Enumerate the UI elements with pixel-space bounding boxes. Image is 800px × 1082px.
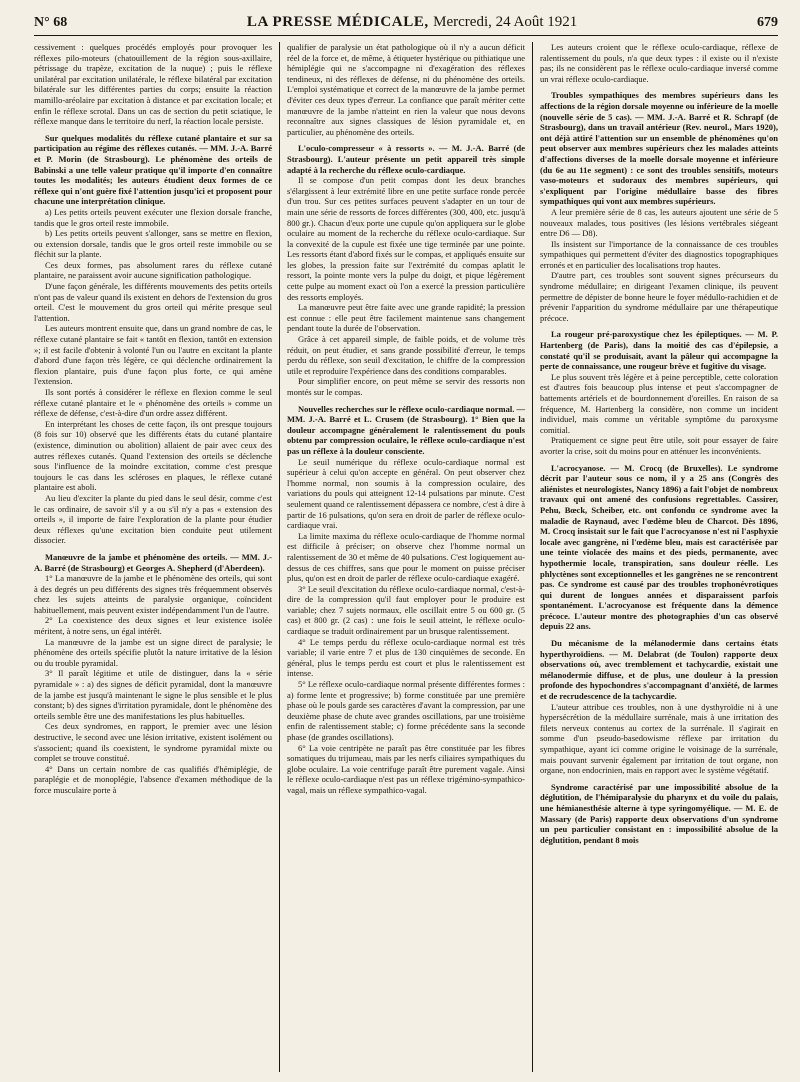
body-paragraph: 5° Le réflexe oculo-cardiaque normal présente différentes formes : a) forme lente et progressive; b) forme constituée par une première phase où le pouls garde ses caractères d'avant la compression, par une deuxième phase de chute avec grandes oscillations, par une troisième enfin de ralentissement stable; c) forme précédente sans la seconde phase (de grandes oscillations). [287,679,525,742]
body-paragraph: La limite maxima du réflexe oculo-cardiaque de l'homme normal est difficile à préciser; on observe chez l'homme normal un ralentissement de 30 et même de 40 pulsations. C'est logiquement au-dessus de ces chiffres, sans que pour le moment on puisse préciser plus, qu'on est en droit de parler de réflexe oculo-cardiaque exagéré. [287,530,525,584]
section-heading-paragraph: Du mécanisme de la mélanodermie dans certains états hyperthyroïdiens. — M. Delabrat (de Toulon) rapporte deux observations où, avec tremblement et tachycardie, existait une mélanodermie diffuse, et de plus, une douleur à la pression profonde des hypochondres s'accompagnant d'anxiété, de larmes et de recrudescence de la tachycardie. [540,638,778,702]
page-number: 679 [756,15,778,30]
section-heading-paragraph: Syndrome caractérisé par une impossibilité absolue de la déglutition, de l'hémiparalysie du pharynx et du voile du palais, une hémianesthésie alterne à type syringomyélique. — M. E. de Massary (de Paris) rapporte deux observations d'un syndrome un peu particulier consistant en : impossibilité absolue de la déglutition, pendant 8 mois [540,781,778,845]
body-paragraph: 4° Le temps perdu du réflexe oculo-cardiaque normal est très variable; il varie entre 7 et plus de 130 cinquièmes de seconde. En général, plus le temps perdu est court et plus le ralentissement est intense. [287,636,525,679]
body-paragraph: 4° Dans un certain nombre de cas qualifiés d'hémiplégie, de paraplégie et de monoplégie, l'absence d'examen méthodique de la force musculaire porte à [34,763,272,795]
body-paragraph: 2° La coexistence des deux signes et leur existence isolée méritent, à notre sens, un égal intérêt. [34,615,272,637]
body-paragraph: En interprétant les choses de cette façon, ils ont presque toujours (8 fois sur 10) observé que les différents états du cutané plantaire (existence, diminution ou abolition) allaient de pair avec ceux des autres réflexes cutanés. Quand l'extension des orteils se déclenche sous l'influence de la moindre excitation, comme c'est presque toujours le cas dans les scléroses en plaques, le réflexe cutané plantaire est aboli. [34,418,272,493]
body-paragraph: Le seuil numérique du réflexe oculo-cardiaque normal est supérieur à celui qu'on accepte en général. On peut observer chez l'homme normal, non soumis à la compression oculaire, des variations du pouls qui atteignent 12-14 pulsations par minute. C'est seulement quand ce ralentissement dépassera ce nombre, c'est à dire à partir de 16 pulsations, qu'on sera en droit de parler de réflexe oculo-cardiaque vrai. [287,456,525,531]
body-paragraph: L'auteur attribue ces troubles, non à une dysthyroïdie ni à une hypersécrétion de la médullaire surrénale, mais à une irritation des filets nerveux contenus au cortex de la surrénale. Il s'agirait en somme d'un pseudo-basedowisme réflexe par irritation du sympathique, ayant ici comme origine le voisinage de la surrénale, mais pouvant survenir également par irritation de tout organe, non organe, non endocrinien, mais en rapport avec le système végétatif. [540,701,778,776]
body-paragraph: D'une façon générale, les différents mouvements des petits orteils n'ont pas de valeur quand ils existent en dehors de l'extension du gros orteil. C'est le mouvement du gros orteil qui mérite presque seul l'attention. [34,281,272,323]
masthead [34,14,778,36]
body-paragraph: cessivement : quelques procédés employés pour provoquer les réflexes pilo-moteurs (chatouillement de la région sous-axillaire, pétrissage du trapèze, excitation de la nuque) ; puis le réflexe unilatéral par excitation unilatérale, le réflexe bilatéral par excitation bilatérale sur les différentes parties du corps; ensuite la réaction mamillo-aréolaire par excitation à distance et par excitation locale; et enfin le réflexe scrotal. Dans un cas de section du petit sciatique, le réflexe manque dans le territoire du nerf, la réaction locale persiste. [34,42,272,127]
body-paragraph: Il se compose d'un petit compas dont les deux branches s'élargissent à leur extrémité libre en une petite surface ronde percée d'un trou. Sur ces petites surfaces peuvent s'adapter en un tour de main une série de ressorts de forces différentes (300, 400, etc. jusqu'à 800 gr.). Chacun d'eux porte une cupule qu'on appliquera sur le globe oculaire au moment de la recherche du réflexe oculo-cardiaque. Sur la convexité de la cupule est fixée une tige terminée par une pointe. Les ressorts étant d'abord fixés sur le compas, et appliqués ensuite sur les globes, la pression faite sur l'extrémité du compas aplatit le ressort, la pointe monte vers la pulpe du doigt, et pique légèrement cette pulpe au moment exact où l'on a exercé la pression particulière des ressorts employés. [287,175,525,302]
section-heading-paragraph: L'oculo-compresseur « à ressorts ». — M. J.-A. Barré (de Strasbourg). L'auteur présente un petit appareil très simple adapté à la recherche du réflexe oculo-cardiaque. [287,143,525,175]
column-3 [532,42,778,1072]
body-paragraph: Ces deux formes, pas absolument rares du réflexe cutané plantaire, ne paraissent avoir aucune signification pathologique. [34,259,272,281]
body-paragraph: b) Les petits orteils peuvent s'allonger, sans se mettre en flexion, ou extension dorsale, tandis que le gros orteil reste immobile ou se fléchit sur la plante. [34,228,272,260]
body-paragraph: Ils sont portés à considérer le réflexe en flexion comme le seul réflexe cutané plantaire et le « phénomène des orteils » comme un réflexe de défense, c'est-à-dire d'un ordre assez différent. [34,387,272,419]
section-heading-paragraph: Troubles sympathiques des membres supérieurs dans les affections de la région dorsale moyenne ou inférieure de la moelle (nouvelle série de 5 cas). — MM. J.-A. Barré et R. Schrapf (de Strasbourg), dans un travail antérieur (Rev. neurol., Mars 1920), ont déjà attiré l'attention sur un ensemble de phénomènes qu'on peut observer aux membres supérieurs chez les malades atteints d'affections diverses de la moelle dorsale moyenne et inférieure (du 6e au 11e segment) : ce sont des troubles sensitifs, moteurs vaso-moteurs et sudoraux des membres supérieurs, qui s'expliquent par l'origine médullaire basse des fibres sympathiques qui vont aux membres supérieurs. [540,90,778,207]
section-heading-paragraph: L'acrocyanose. — M. Crocq (de Bruxelles). Le syndrome décrit par l'auteur sous ce nom, il y a 25 ans (Congrès des aliénistes et neurologistes, Nancy 1896) a fait l'objet de nombreux travaux qui ont amené des confusions regrettables. Cassirer, Pehu, Bœck, Scheiber, etc. ont confondu ce syndrome avec la maladie de Raynaud, avec l'œdème bleu de Charcot. Dès 1896, M. Crocq insistait sur le fait que l'acrocyanose n'est ni l'asphyxie locale avec gangrène, ni l'œdème bleu, mais est caractérisée par une teinte violacée des mains et des pieds, permanente, avec hypothermie locale, transpiration, sans douleur réelle. Les phlyctènes sont exceptionnelles et les gangrènes ne se rencontrent pas. Ce syndrome est causé par des troubles trophonévrotiques qui durent de longues années et disparaissent parfois spontanément. L'acrocyanose est fréquente dans la démence précoce. L'auteur montre des photographies d'un cas observé depuis 22 ans. [540,462,778,632]
section-heading-paragraph: Manœuvre de la jambe et phénomène des orteils. — MM. J.-A. Barré (de Strasbourg) et Georges A. Shepherd (d'Aberdeen). [34,551,272,573]
body-paragraph: Les auteurs croient que le réflexe oculo-cardiaque, réflexe de ralentissement du pouls, n'a que deux types : il existe ou il n'existe pas; ils ne considèrent pas le réflexe oculo-cardiaque inversé comme un vrai réflexe oculo-cardiaque. [540,42,778,84]
section-heading-paragraph: Nouvelles recherches sur le réflexe oculo-cardiaque normal. — MM. J.-A. Barré et L. Crusem (de Strasbourg). 1° Bien que la douleur accompagne généralement le ralentissement du pouls obtenu par compression oculaire, le réflexe oculo-cardiaque n'est pas un réflexe à la douleur consciente. [287,403,525,456]
body-paragraph: 3° Il paraît légitime et utile de distinguer, dans la « série pyramidale » : a) des signes de déficit pyramidal, dont la manœuvre de la jambe est jusqu'à maintenant le signe le plus sensible et le plus constant; b) des signes d'irritation pyramidale, dont le phénomène des orteils semble être une des manifestations les plus habituelles. [34,668,272,721]
body-paragraph: 3° Le seuil d'excitation du réflexe oculo-cardiaque normal, c'est-à-dire de la compression qu'il faut employer pour le produire est variable; chez 7 sujets normaux, elle oscillait entre 5 ou 600 gr. (5 cas) et 800 gr. (2 cas) : une fois le seuil atteint, le réflexe oculo-cardiaque se traduit ordinairement par un brusque ralentissement. [287,583,525,637]
body-paragraph: A leur première série de 8 cas, les auteurs ajoutent une série de 5 nouveaux malades, tous positives (les lésions vertébrales siégeant entre D6 — D8). [540,206,778,239]
body-paragraph: D'autre part, ces troubles sont souvent signes précurseurs du syndrome médullaire; en dirigeant l'examen clinique, ils peuvent permettre de dépister de bonne heure le foyer médullo-rachidien et de prévenir l'apparition du syndrome médullaire par une thérapeutique précoce. [540,270,778,323]
journal-title: LA PRESSE MÉDICALE, [246,14,429,30]
article-columns [34,42,778,1072]
body-paragraph: Grâce à cet appareil simple, de faible poids, et de volume très réduit, on peut étudier, et sans grande possibilité d'erreur, le temps perdu du réflexe, son seuil d'excitation, le chiffre de la compression utile et reproduire l'expérience dans des conditions comparables. [287,334,525,376]
body-paragraph: qualifier de paralysie un état pathologique où il n'y a aucun déficit réel de la force et, de même, à étiqueter hystérique ou pithiatique une hémiplégie qui ne s'accompagne ni d'exagération des réflexes tendineux, ni des réflexes de défense, ni du phénomène des orteils. L'emploi systématique et correct de la manœuvre de la jambe permet d'éviter ces deux types d'erreur. La confiance que paraît mériter cette manœuvre de la jambe n'atteint en rien la valeur que nous devons reconnaître aux signes classiques de lésion pyramidale et, en particulier, au phénomène des orteils. [287,42,525,137]
body-paragraph: 1° La manœuvre de la jambe et le phénomène des orteils, qui sont à des degrés un peu différents des signes très fréquemment observés chez les sujets atteints de paralysie organique, coïncident habituellement, mais peuvent exister indépendamment l'un de l'autre. [34,573,272,615]
column-1 [34,42,279,1072]
journal-title-line [247,14,577,31]
body-paragraph: La manœuvre peut être faite avec une grande rapidité; la pression est connue : elle peut être facilement maintenue sans changement pendant toute la durée de l'observation. [287,302,525,334]
body-paragraph: a) Les petits orteils peuvent exécuter une flexion dorsale franche, tandis que le gros orteil reste immobile. [34,206,272,228]
body-paragraph: Pour simplifier encore, on peut même se servir des ressorts non montés sur le compas. [287,376,525,397]
section-heading-paragraph: La rougeur pré-paroxystique chez les épileptiques. — M. P. Hartenberg (de Paris), dans la moitié des cas d'épilepsie, a constaté qu'il se produisait, avant la pâleur qui accompagne la perte de connaissance, une rougeur brève et fugitive du visage. [540,329,778,372]
body-paragraph: 6° La voie centripète ne paraît pas être constituée par les fibres somatiques du trijumeau, mais par les nerfs ciliaires sympathiques du globe oculaire. La voie centrifuge paraît être purement vagale. Ainsi le réflexe oculo-cardiaque n'est pas un réflexe trigémino-sympathico-vagal, mais un réflexe sympathico-vagal. [287,742,525,795]
body-paragraph: Les auteurs montrent ensuite que, dans un grand nombre de cas, le réflexe cutané plantaire se fait « tantôt en flexion, tantôt en extension »; il est facile d'obtenir à volonté l'un ou l'autre en excitant la plante d'abord d'une façon très légère, ce qui déclenche ordinairement la flexion plantaire, puis d'une façon plus forte, ce qui amène l'extension. [34,323,272,387]
body-paragraph: Pratiquement ce signe peut être utile, soit pour essayer de faire avorter la crise, soit du moins pour en atténuer les inconvénients. [540,435,778,456]
body-paragraph: La manœuvre de la jambe est un signe direct de paralysie; le phénomène des orteils spécifie plutôt la nature irritative de la lésion ou du trouble pyramidal. [34,636,272,668]
section-heading-paragraph: Sur quelques modalités du réflexe cutané plantaire et sur sa participation au régime des réflexes cutanés. — MM. J.-A. Barré et P. Morin (de Strasbourg). Le phénomène des orteils de Babinski a une telle valeur pratique qu'il importe d'en connaître toutes les modalités; les auteurs étudient deux formes de ce réflexe qui n'ont guère fixé l'attention jusqu'ici et proposent pour chacune une interprétation clinique. [34,132,272,207]
column-2 [279,42,532,1072]
issue-number: N° 68 [34,15,68,30]
body-paragraph: Au lieu d'exciter la plante du pied dans le seul désir, comme c'est le cas ordinaire, de savoir s'il y a ou s'il n'y a pas « extension des orteils », il importe de faire l'exploration de la plante pour étudier deux réflexes qu'une excitation bien conduite peut utilement dissocier. [34,492,272,546]
body-paragraph: Ils insistent sur l'importance de la connaissance de ces troubles sympathiques qui permettent d'éviter des diagnostics topographiques erronés et en particulier des localisations trop hautes. [540,238,778,270]
body-paragraph: Le plus souvent très légère et à peine perceptible, cette coloration est d'autres fois beaucoup plus intense et peut s'accompagner de battements artériels et de bourdonnement d'oreilles. En raison de sa fréquence, M. Hartenberg la considère, non comme un incident individuel, mais comme un véritable symptôme du paroxysme comitial. [540,371,778,435]
body-paragraph: Ces deux syndromes, en rapport, le premier avec une lésion destructive, le second avec une lésion irritative, existent isolément ou s'associent; quand ils coexistent, le syndrome pyramidal mixte ou complet se trouve constitué. [34,721,272,764]
issue-date: Mercredi, 24 Août 1921 [433,14,578,30]
